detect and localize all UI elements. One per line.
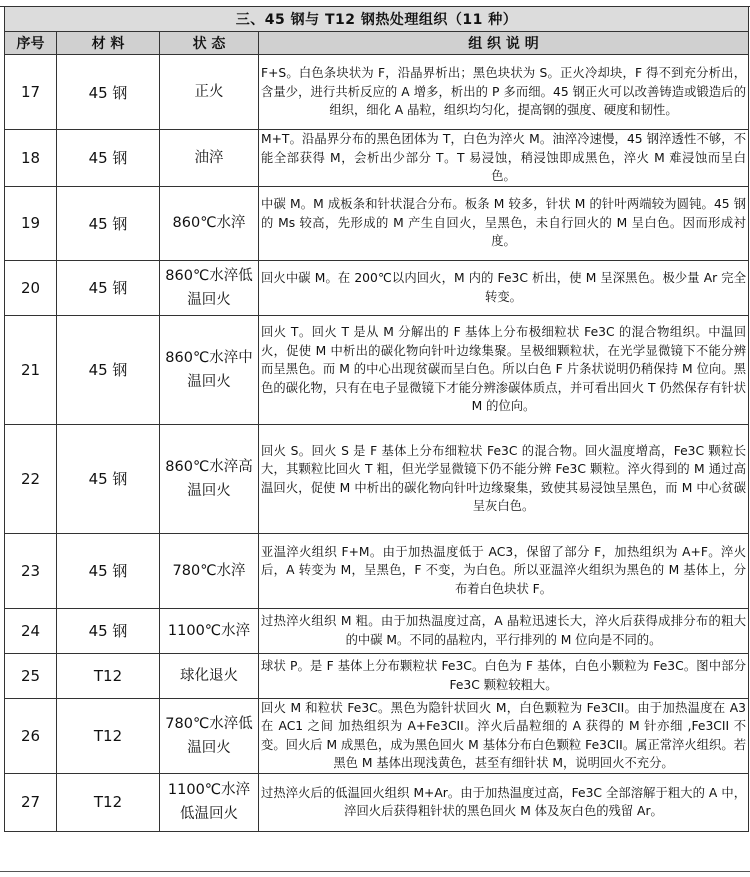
- row-number: 18: [5, 130, 57, 187]
- row-number: 26: [5, 698, 57, 773]
- row-state: 油淬: [160, 130, 259, 187]
- row-description: 回火 M 和粒状 Fe3C。黑色为隐针状回火 M，白色颗粒为 Fe3CII。由于加热温度在 A3 在 AC1 之间 加热组织为 A+Fe3CII。淬火后晶粒细的 A 获得的 M 针亦细 ,Fe3CII 不变。回火后 M 成黑色，成为黑色回火 M 基体分布白色颗粒 Fe3CII。属正常淬火组织。若黑色 M 基体出现浅黄色，甚至有细针状 M，说明回火不充分。: [259, 698, 749, 773]
- row-description: 过热淬火组织 M 粗。由于加热温度过高，A 晶粒迅速长大，淬火后获得成排分布的粗大的中碳 M。不同的晶粒内，平行排列的 M 位向是不同的。: [259, 608, 749, 653]
- row-number: 23: [5, 533, 57, 608]
- header-desc: 组 织 说 明: [259, 32, 749, 55]
- row-state: 1100℃水淬低温回火: [160, 773, 259, 831]
- table-row: [5, 260, 749, 315]
- row-description: 回火 T。回火 T 是从 M 分解出的 F 基体上分布极细粒状 Fe3C 的混合物组织。中温回火，促使 M 中析出的碳化物向针叶边缘集聚。呈极细颗粒状，在光学显微镜下不能分辨而呈黑色。而 M 的中心出现贫碳而呈白色。所以白色 F 片条状说明仍稍保持 M 位向。黑色的碳化物，只有在电子显微镜下才能分辨渗碳体质点，并可看出回火 T 仍然保存有针状 M 的位向。: [259, 315, 749, 424]
- table-row: [5, 698, 749, 773]
- row-description: M+T。沿晶界分布的黑色团体为 T，白色为淬火 M。油淬冷速慢，45 钢淬透性不够，不能全部获得 M，会析出少部分 T。T 易浸蚀，稍浸蚀即成黑色，淬火 M 难浸蚀而呈白色。: [259, 130, 749, 187]
- row-state: 860℃水淬高温回火: [160, 424, 259, 533]
- row-material: 45 钢: [57, 186, 160, 260]
- row-number: 20: [5, 260, 57, 315]
- row-state: 860℃水淬中温回火: [160, 315, 259, 424]
- heat-treatment-table: [4, 6, 749, 832]
- row-description: 亚温淬火组织 F+M。由于加热温度低于 AC3，保留了部分 F，加热组织为 A+F。淬火后，A 转变为 M，呈黑色，F 不变，为白色。所以亚温淬火组织为黑色的 M 基体上，分布着白色块状 F。: [259, 533, 749, 608]
- row-number: 25: [5, 653, 57, 698]
- row-material: 45 钢: [57, 533, 160, 608]
- table-row: [5, 533, 749, 608]
- table-row: [5, 773, 749, 831]
- row-material: 45 钢: [57, 315, 160, 424]
- row-number: 17: [5, 55, 57, 130]
- row-number: 27: [5, 773, 57, 831]
- table-row: [5, 424, 749, 533]
- row-state: 1100℃水淬: [160, 608, 259, 653]
- row-material: 45 钢: [57, 424, 160, 533]
- table-title: 三、45 钢与 T12 钢热处理组织（11 种）: [5, 7, 749, 32]
- row-description: 过热淬火后的低温回火组织 M+Ar。由于加热温度过高，Fe3C 全部溶解于粗大的 A 中，淬回火后获得粗针状的黑色回火 M 体及灰白色的残留 Ar。: [259, 773, 749, 831]
- row-state: 球化退火: [160, 653, 259, 698]
- header-state: 状 态: [160, 32, 259, 55]
- row-description: 球状 P。是 F 基体上分布颗粒状 Fe3C。白色为 F 基体，白色小颗粒为 Fe3C。图中部分 Fe3C 颗粒较粗大。: [259, 653, 749, 698]
- row-material: T12: [57, 698, 160, 773]
- row-state: 860℃水淬低温回火: [160, 260, 259, 315]
- row-description: 回火 S。回火 S 是 F 基体上分布细粒状 Fe3C 的混合物。回火温度增高，Fe3C 颗粒长大，其颗粒比回火 T 粗，但光学显微镜下仍不能分辨 Fe3C 颗粒。淬火得到的 M 通过高温回火，促使 M 中析出的碳化物向针叶边缘聚集，致使其易浸蚀呈黑色，而 M 中心贫碳呈灰白色。: [259, 424, 749, 533]
- row-material: T12: [57, 773, 160, 831]
- row-number: 24: [5, 608, 57, 653]
- header-material: 材 料: [57, 32, 160, 55]
- header-row: [5, 32, 749, 55]
- header-num: 序号: [5, 32, 57, 55]
- table-row: [5, 186, 749, 260]
- row-state: 正火: [160, 55, 259, 130]
- row-material: 45 钢: [57, 55, 160, 130]
- table-row: [5, 130, 749, 187]
- table-row: [5, 608, 749, 653]
- row-material: 45 钢: [57, 130, 160, 187]
- row-material: 45 钢: [57, 608, 160, 653]
- row-material: 45 钢: [57, 260, 160, 315]
- row-state: 780℃水淬: [160, 533, 259, 608]
- row-description: F+S。白色条块状为 F，沿晶界析出；黑色块状为 S。正火冷却块，F 得不到充分析出，含量少，进行共析反应的 A 增多，析出的 P 多而细。45 钢正火可以改善铸造或锻造后的组织，细化 A 晶粒，组织均匀化，提高钢的强度、硬度和韧性。: [259, 55, 749, 130]
- table-row: [5, 55, 749, 130]
- row-state: 780℃水淬低温回火: [160, 698, 259, 773]
- row-state: 860℃水淬: [160, 186, 259, 260]
- row-description: 回火中碳 M。在 200℃以内回火，M 内的 Fe3C 析出，使 M 呈深黑色。极少量 Ar 完全转变。: [259, 260, 749, 315]
- row-material: T12: [57, 653, 160, 698]
- row-number: 19: [5, 186, 57, 260]
- table-row: [5, 315, 749, 424]
- table-row: [5, 653, 749, 698]
- row-number: 22: [5, 424, 57, 533]
- row-description: 中碳 M。M 成板条和针状混合分布。板条 M 较多，针状 M 的针叶两端较为圆钝。45 钢的 Ms 较高，先形成的 M 产生自回火，呈黑色，未自行回火的 M 呈白色。因而形成衬度。: [259, 186, 749, 260]
- bottom-rule: [0, 871, 750, 872]
- row-number: 21: [5, 315, 57, 424]
